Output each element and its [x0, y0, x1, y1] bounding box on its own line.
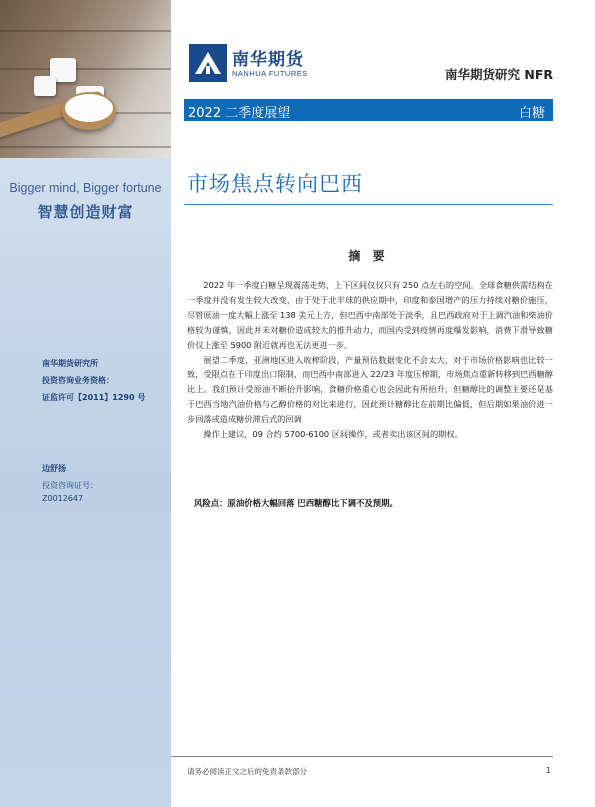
- report-period: 2022 二季度展望: [188, 106, 291, 121]
- analyst-name: 边舒扬: [42, 464, 66, 473]
- abstract-paragraph: 展望二季度，亚洲地区进入收榨阶段，产量预估数据变化不会太大，对于市场价格影响也比较一致，受限点在于印度出口限制，而巴西中南部进入 22/23 年度压榨期，市场焦点重新转移到巴西糖醇比上。我们预计受原油不断抬升影响，食糖价格重心也会因此有所抬升，但糖醇比的调整主要还是基于巴西当地汽油价格与乙醇价格的对比来进行，因此预计糖醇比在前期比偏低，但后期如果油价进一步回落或造成糖价滞后式的回调: [187, 354, 553, 425]
- logo-text-chinese: 南华期货: [232, 50, 304, 70]
- license-title: 投资咨询业务资格：: [42, 376, 114, 385]
- title-divider: [184, 204, 553, 205]
- institute-name: 南华期货研究所: [42, 359, 98, 368]
- nanhua-logo-icon: [189, 44, 227, 82]
- abstract-heading: 摘 要: [348, 249, 389, 263]
- page-number: 1: [546, 766, 551, 775]
- abstract-body: [187, 278, 553, 442]
- page-title: 市场焦点转向巴西: [187, 172, 363, 196]
- slogan-chinese: 智慧创造财富: [37, 203, 134, 221]
- license-number: 证监许可【2011】1290 号: [42, 393, 146, 402]
- slogan-english: Bigger mind, Bigger fortune: [9, 181, 162, 195]
- analyst-cert-number: Z0012647: [42, 494, 84, 503]
- commodity-name: 白糖: [518, 106, 545, 121]
- report-banner: [184, 99, 553, 121]
- analyst-cert-label: 投资咨询证号：: [42, 481, 98, 490]
- sidebar: [0, 0, 171, 807]
- logo-text-english: NANHUA FUTURES: [232, 69, 308, 78]
- abstract-paragraph: 操作上建议，09 合约 5700-6100 区间操作，或者卖出该区间的期权。: [203, 429, 463, 440]
- research-label: 南华期货研究 NFR: [445, 67, 553, 82]
- footer-disclaimer[interactable]: 请务必阅读正文之后的免责条款部分: [187, 767, 307, 776]
- risk-note: 风险点：原油价格大幅回落 巴西糖醇比下调不及预期。: [194, 498, 398, 508]
- sugar-photo: [0, 0, 171, 158]
- abstract-paragraph: 2022 年一季度白糖呈现震荡走势，上下区间仅仅只有 250 点左右的空间。全球食糖供需结构在一季度并没有发生较大改变，由于处于北半球的供应期中，印度和泰国增产的压力持续对糖价施压，尽管原油一度大幅上涨至 138 美元上方，但巴西中南部处于淡季，且巴西政府对于上调汽油和柴油价格较为谨慎，因此并未对糖价造成较大的推升动力，而国内受到疫情再度爆发影响，消费下滑导致糖价仅上涨至 5900 附近就再也无法更进一步。: [187, 280, 553, 350]
- footer-divider: [171, 756, 553, 757]
